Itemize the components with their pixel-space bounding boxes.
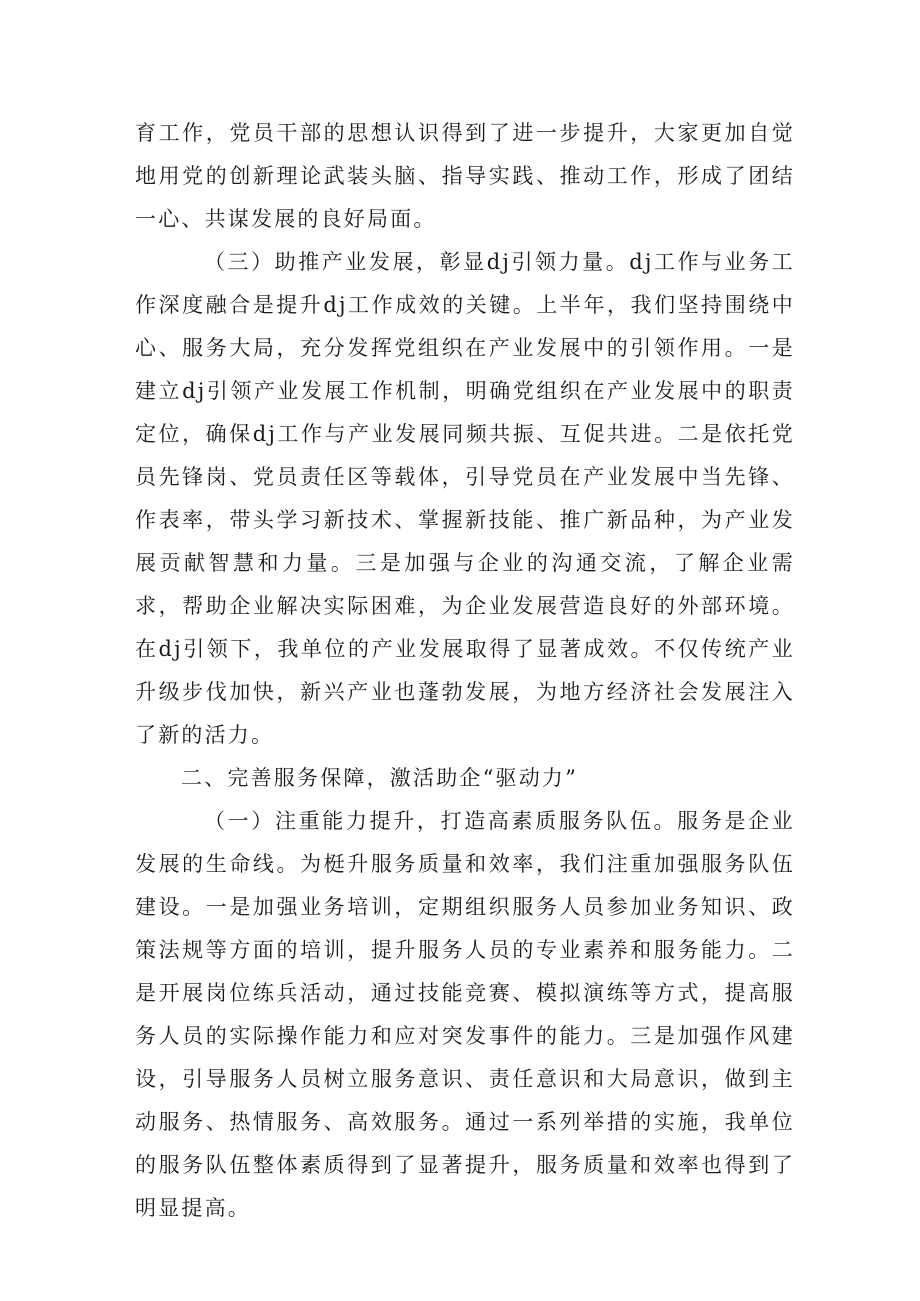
section-heading-2: 二、完善服务保障，激活助企“驱动力” [181,766,579,790]
document-body [135,112,795,1230]
paragraph-continuation: 育工作，党员干部的思想认识得到了进一步提升，大家更加自觉地用党的创新理论武装头脑、指导实践、推动工作，形成了团结一心、共谋发展的良好局面。 [135,121,795,231]
paragraph-section-3-industry: （三）助推产业发展，彰显dj引领力量。dj工作与业务工作深度融合是提升dj工作成效的关键。上半年，我们坚持围绕中心、服务大局，充分发挥党组织在产业发展中的引领作用。一是建立dj引领产业发展工作机制，明确党组织在产业发展中的职责定位，确保dj工作与产业发展同频共振、互促共进。二是依托党员先锋岗、党员责任区等载体，引导党员在产业发展中当先锋、作表率，带头学习新技术、掌握新技能、推广新品种，为产业发展贡献智慧和力量。三是加强与企业的沟通交流，了解企业需求，帮助企业解决实际困难，为企业发展营造良好的外部环境。在dj引领下，我单位的产业发展取得了显著成效。不仅传统产业升级步伐加快，新兴产业也蓬勃发展，为地方经济社会发展注入了新的活力。 [135,250,795,747]
paragraph-section-1-service-team: （一）注重能力提升，打造高素质服务队伍。服务是企业发展的生命线。为梃升服务质量和效率，我们注重加强服务队伍建设。一是加强业务培训，定期组织服务人员参加业务知识、政策法规等方面的培训，提升服务人员的专业素养和服务能力。二是开展岗位练兵活动，通过技能竞赛、模拟演练等方式，提高服务人员的实际操作能力和应对突发事件的能力。三是加强作风建设，引导服务人员树立服务意识、责任意识和大局意识，做到主动服务、热情服务、高效服务。通过一系列举措的实施，我单位的服务队伍整体素质得到了显著提升，服务质量和效率也得到了明显提高。 [135,809,795,1220]
